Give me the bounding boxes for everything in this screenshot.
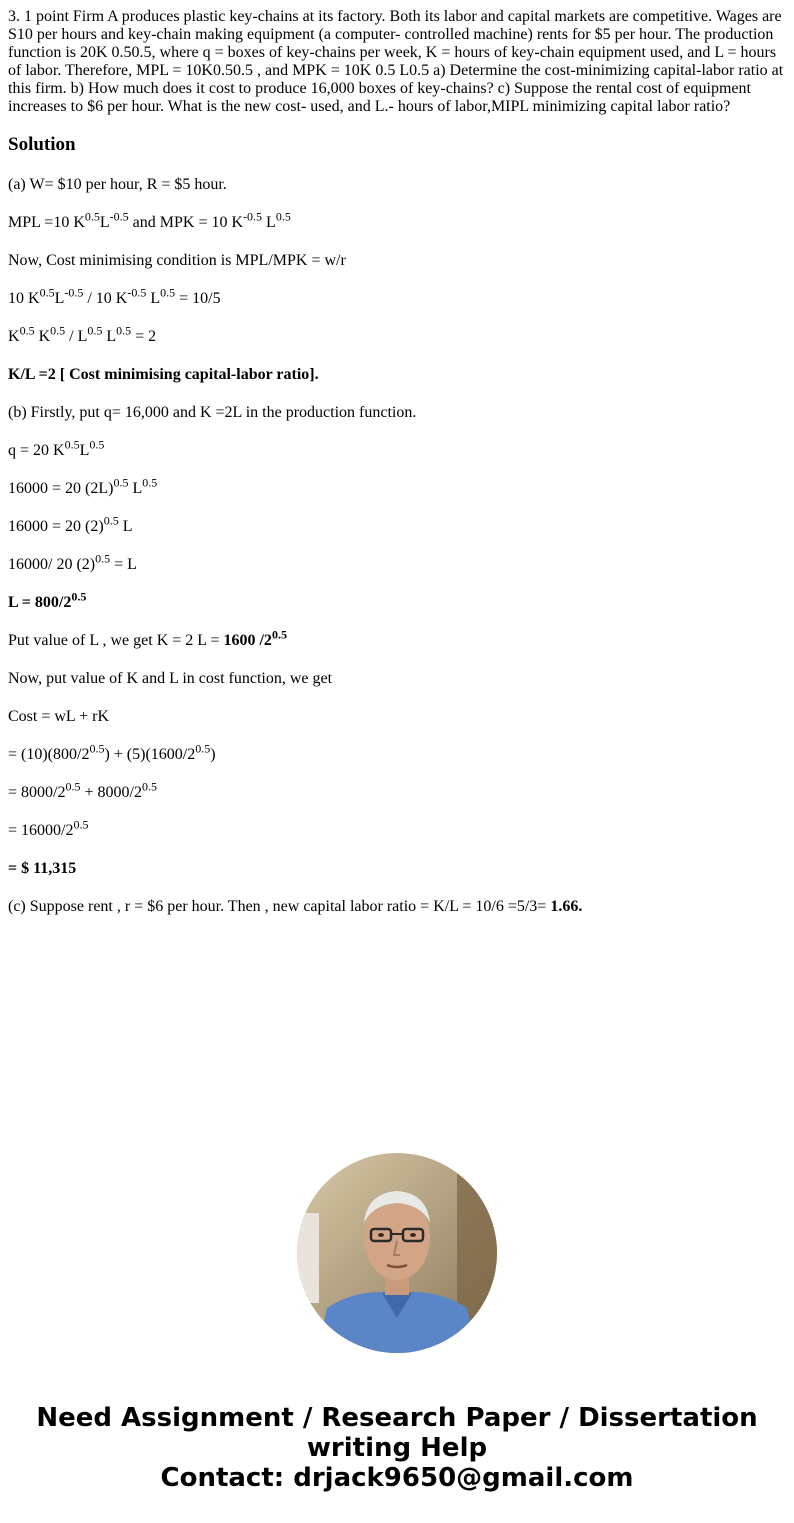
exponent: 0.5 <box>84 209 100 224</box>
text-segment: = $ 11,315 <box>8 860 77 877</box>
solution-line <box>8 668 786 690</box>
exponent: 0.5 <box>142 475 158 490</box>
text-segment: L <box>118 518 133 535</box>
solution-line <box>8 551 786 576</box>
solution-line <box>8 513 786 538</box>
solution-line <box>8 896 786 918</box>
exponent: 0.5 <box>50 323 66 338</box>
text-segment: ) + (5)(1600/2 <box>104 746 196 763</box>
text-segment: L <box>262 214 276 231</box>
solution-line <box>8 364 786 386</box>
solution-line <box>8 741 786 766</box>
exponent: 0.5 <box>116 323 132 338</box>
question-text: 3. 1 point Firm A produces plastic key-chains at its factory. Both its labor and capital markets are competitive. Wages are S10 per hours and key-chain making equipment (a computer- controlled machine) rents for $5 per hour. The production function is 20K 0.50.5, where q = boxes of key-chains per week, K = hours of key-chain equipment used, and L = hours of labor. Therefore, MPL = 10K0.50.5 , and MPK = 10K 0.5 L0.5 a) Determine the cost-minimizing capital-labor ratio at this firm. b) How much does it cost to produce 16,000 boxes of key-chains? c) Suppose the rental cost of equipment increases to $6 per hour. What is the new cost- used, and L.- hours of labor,MIPL minimizing capital labor ratio? <box>8 8 784 115</box>
text-segment: Now, put value of K and L in cost function, we get <box>8 670 333 687</box>
exponent: 0.5 <box>89 437 105 452</box>
text-segment: 1600 /2 <box>223 632 272 649</box>
exponent: 0.5 <box>87 323 103 338</box>
exponent: 0.5 <box>71 589 87 604</box>
text-segment: 16000 = 20 (2) <box>8 518 104 535</box>
text-segment: MPL =10 K <box>8 214 85 231</box>
text-segment: = L <box>110 556 137 573</box>
text-segment: L <box>102 328 117 345</box>
text-segment: ) <box>210 746 216 763</box>
text-segment: L <box>54 290 65 307</box>
text-segment: K/L =2 [ Cost minimising capital-labor ratio]. <box>8 366 319 383</box>
solution-line <box>8 475 786 500</box>
text-segment: 10 K <box>8 290 40 307</box>
exponent: 0.5 <box>160 285 176 300</box>
exponent: 0.5 <box>65 779 81 794</box>
exponent: 0.5 <box>113 475 129 490</box>
solution-line <box>8 706 786 728</box>
text-segment: (c) Suppose rent , r = $6 per hour. Then , new capital labor ratio = K/L = 10/6 =5/3= <box>8 898 551 915</box>
exponent: 0.5 <box>39 285 55 300</box>
solution-heading: Solution <box>8 134 76 155</box>
text-segment: 1.66. <box>550 898 583 915</box>
text-segment: q = 20 K <box>8 442 65 459</box>
text-segment: / 10 K <box>83 290 128 307</box>
text-segment: L <box>99 214 110 231</box>
text-segment: (b) Firstly, put q= 16,000 and K =2L in the production function. <box>8 404 417 421</box>
solution-line <box>8 437 786 462</box>
text-segment: = 8000/2 <box>8 784 66 801</box>
solution-line <box>8 817 786 842</box>
text-segment: 16000/ 20 (2) <box>8 556 96 573</box>
text-segment: and MPK = 10 K <box>128 214 244 231</box>
banner-contact-email: Contact: drjack9650@gmail.com <box>160 1463 634 1493</box>
exponent: 0.5 <box>271 627 287 642</box>
text-segment: K <box>34 328 51 345</box>
text-segment: L <box>128 480 143 497</box>
solution-line <box>8 627 786 652</box>
exponent: 0.5 <box>95 551 111 566</box>
text-segment: = (10)(800/2 <box>8 746 90 763</box>
text-segment: (a) W= $10 per hour, R = $5 hour. <box>8 176 227 193</box>
solution-line <box>8 174 786 196</box>
exponent: 0.5 <box>195 741 211 756</box>
solution-steps <box>8 174 786 918</box>
solution-line <box>8 209 786 234</box>
author-photo <box>297 1153 497 1353</box>
exponent: 0.5 <box>103 513 119 528</box>
banner-line-1: Need Assignment / Research Paper / Dissertation <box>36 1403 758 1433</box>
solution-line <box>8 285 786 310</box>
solution-line <box>8 589 786 614</box>
exponent: 0.5 <box>89 741 105 756</box>
document-body <box>8 8 786 934</box>
exponent: -0.5 <box>127 285 147 300</box>
exponent: 0.5 <box>275 209 291 224</box>
text-segment: K <box>8 328 20 345</box>
exponent: -0.5 <box>243 209 263 224</box>
exponent: 0.5 <box>19 323 35 338</box>
banner-line-2: writing Help <box>306 1433 488 1463</box>
text-segment: 16000 = 20 (2L) <box>8 480 114 497</box>
text-segment: = 16000/2 <box>8 822 74 839</box>
text-segment: Cost = wL + rK <box>8 708 110 725</box>
text-segment: L <box>79 442 90 459</box>
text-segment: = 2 <box>131 328 157 345</box>
solution-line <box>8 323 786 348</box>
author-photo-illustration <box>297 1153 497 1353</box>
solution-line <box>8 402 786 424</box>
text-segment: L = 800/2 <box>8 594 72 611</box>
exponent: -0.5 <box>109 209 129 224</box>
exponent: 0.5 <box>141 779 157 794</box>
text-segment: L <box>146 290 161 307</box>
exponent: -0.5 <box>64 285 84 300</box>
text-segment: / L <box>65 328 88 345</box>
text-segment: = 10/5 <box>175 290 221 307</box>
contact-banner <box>0 1403 794 1493</box>
text-segment: Put value of L , we get K = 2 L = <box>8 632 224 649</box>
exponent: 0.5 <box>73 817 89 832</box>
text-segment: + 8000/2 <box>80 784 142 801</box>
text-segment: Now, Cost minimising condition is MPL/MPK = w/r <box>8 252 346 269</box>
solution-line <box>8 779 786 804</box>
solution-line <box>8 250 786 272</box>
exponent: 0.5 <box>64 437 80 452</box>
solution-line <box>8 858 786 880</box>
